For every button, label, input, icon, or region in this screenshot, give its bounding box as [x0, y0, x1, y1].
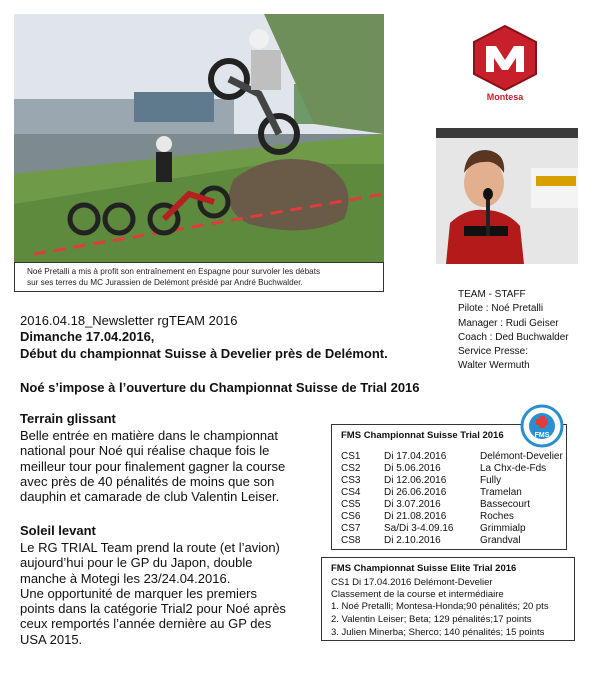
race-code: CS2	[341, 463, 361, 474]
race-date: Di 3.07.2016	[384, 499, 441, 510]
race-code: CS5	[341, 499, 361, 510]
paragraph-line: Belle entrée en matière dans le championnat	[20, 428, 278, 443]
newsletter-line: 2016.04.18_Newsletter rgTEAM 2016	[20, 313, 238, 328]
race-date: Di 26.06.2016	[384, 487, 447, 498]
elite-results-box	[321, 557, 575, 641]
race-date: Di 5.06.2016	[384, 463, 441, 474]
elite-classement: Classement de la course et intermédiaire	[331, 589, 504, 600]
paragraph-line: aujourd’hui pour le GP du Japon, double	[20, 555, 253, 571]
race-code: CS8	[341, 535, 361, 546]
paragraph-line: dauphin et camarade de club Valentin Leiser.	[20, 489, 280, 505]
pilot-portrait-photo	[436, 128, 578, 264]
fms-badge-icon	[520, 404, 564, 448]
caption-line-1: Noé Pretalli a mis à profit son entraînement en Espagne pour survoler les débats	[27, 267, 321, 276]
paragraph-line: USA 2015.	[20, 631, 83, 647]
caption-line-2: sur ses terres du MC Jurassien de Delémont présidé par André Buchwalder.	[27, 278, 303, 287]
race-code: CS3	[341, 475, 361, 486]
pilot-portrait-illustration	[436, 128, 578, 264]
section-terrain-heading: Terrain glissant	[20, 411, 116, 426]
headline: Noé s’impose à l’ouverture du Championnat Suisse de Trial 2016	[20, 380, 420, 395]
race-date: Di 2.10.2016	[384, 535, 441, 546]
paragraph-line: Le RG TRIAL Team prend la route (et l’avion)	[20, 540, 280, 555]
section-soleil-heading: Soleil levant	[20, 523, 96, 538]
result-row: 3. Julien Minerba; Sherco; 140 pénalités; 15 points	[331, 627, 545, 638]
staff-manager: Manager : Rudi Geiser	[458, 317, 559, 329]
paragraph-line: meilleur tour pour finalement gagner la course	[20, 458, 286, 474]
paragraph-line: manche à Motegi les 23/24.04.2016.	[20, 570, 231, 586]
paragraph-line: avec près de 40 pénalités de moins que son	[20, 473, 275, 489]
trial-race-photo	[14, 14, 384, 262]
race-place: Tramelan	[480, 487, 522, 498]
montesa-logo-icon	[470, 24, 540, 104]
trial-race-illustration	[14, 14, 384, 262]
staff-pilote: Pilote : Noé Pretalli	[458, 303, 544, 315]
elite-event: CS1 Di 17.04.2016 Delémont-Develier	[331, 577, 493, 588]
elite-title: FMS Championnat Suisse Elite Trial 2016	[331, 563, 517, 574]
result-row: 1. Noé Pretalli; Montesa-Honda;90 pénalités; 20 pts	[331, 601, 549, 612]
race-place: Grimmialp	[480, 523, 526, 534]
staff-coach: Coach : Ded Buchwalder	[458, 331, 569, 343]
paragraph-line: Une opportunité de marquer les premiers	[20, 585, 258, 601]
race-date: Di 12.06.2016	[384, 475, 447, 486]
race-code: CS4	[341, 487, 361, 498]
staff-service: Service Presse:	[458, 346, 529, 358]
event-date: Dimanche 17.04.2016,	[20, 329, 155, 344]
race-code: CS1	[341, 451, 361, 462]
fms-badge	[520, 404, 564, 448]
montesa-logo	[470, 24, 540, 104]
staff-title: TEAM - STAFF	[458, 289, 526, 300]
race-place: Bassecourt	[480, 499, 531, 510]
race-place: La Chx-de-Fds	[480, 463, 547, 474]
fms-badge-text: FMS	[534, 432, 550, 439]
race-place: Delémont-Develier	[480, 451, 563, 462]
race-place: Fully	[480, 475, 502, 486]
paragraph-line: national pour Noé qui réalise chaque fois le	[20, 443, 270, 459]
paragraph-line: ceux remportés l’année dernière au GP des	[20, 616, 272, 632]
race-date: Sa/Di 3-4.09.16	[384, 523, 454, 534]
page-title: Début du championnat Suisse à Develier près de Delémont.	[20, 346, 388, 361]
race-code: CS6	[341, 511, 361, 522]
section-terrain-body	[20, 428, 285, 504]
race-date: Di 21.08.2016	[384, 511, 447, 522]
montesa-logo-text: Montesa	[486, 92, 524, 102]
staff-service-name: Walter Wermuth	[458, 360, 530, 372]
photo-caption	[14, 262, 384, 292]
race-place: Roches	[480, 511, 514, 522]
race-place: Grandval	[480, 535, 521, 546]
paragraph-line: points dans la catégorie Trial2 pour Noé après	[20, 601, 286, 617]
race-code: CS7	[341, 523, 361, 534]
section-soleil-body	[20, 540, 286, 647]
race-date: Di 17.04.2016	[384, 451, 447, 462]
calendar-title: FMS Championnat Suisse Trial 2016	[341, 430, 504, 441]
team-staff-block	[458, 288, 569, 374]
result-row: 2. Valentin Leiser; Beta; 129 pénalités;17 points	[331, 614, 532, 625]
